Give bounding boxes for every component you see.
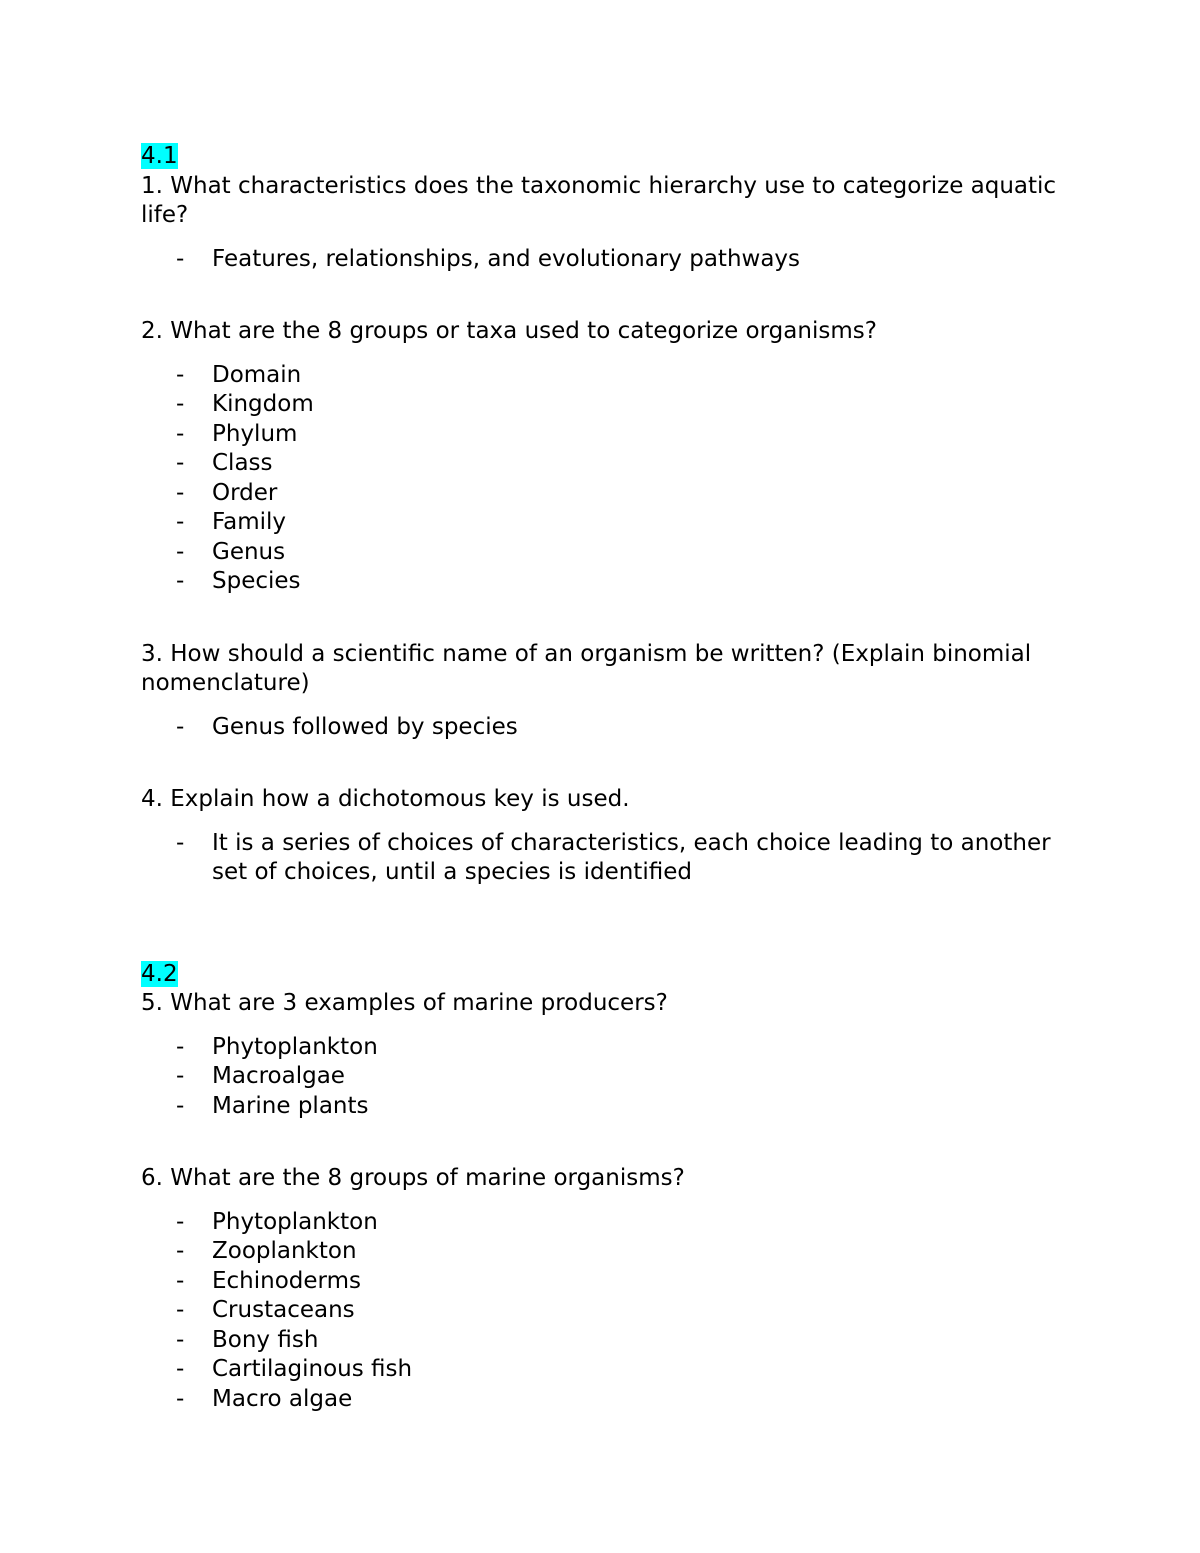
question-text: 2. What are the 8 groups or taxa used to categorize organisms? [141,318,877,344]
answer-item: - Phytoplankton [141,1208,1060,1238]
answer-item: - Genus followed by species [141,713,1060,743]
answer-list [141,829,1060,888]
dash-bullet: - [176,1238,185,1264]
question-4 [141,785,1060,888]
question-1 [141,172,1060,275]
section-4-2 [141,960,1060,1415]
answer-item: - Phylum [141,420,1060,450]
answer-item: - Crustaceans [141,1296,1060,1326]
answer-item: - Marine plants [141,1092,1060,1122]
question-text: 5. What are 3 examples of marine producers? [141,990,668,1016]
dash-bullet: - [176,361,185,388]
dash-bullet: - [176,1063,185,1089]
answer-item: - Genus [141,538,1060,568]
answer-item: - It is a series of choices of characteristics, each choice leading to another set of choices, until a species is identified [176,829,1051,885]
answer-item: - Kingdom [141,390,1060,420]
dash-bullet: - [176,391,185,417]
section-label: 4.2 [141,960,178,987]
answer-item: - Class [141,449,1060,479]
answer-item: - Family [141,508,1060,538]
dash-bullet: - [176,829,185,856]
question-text: 6. What are the 8 groups of marine organisms? [141,1165,685,1191]
section-label: 4.1 [141,143,178,169]
dash-bullet: - [176,245,185,272]
answer-item: - Bony fish [141,1326,1060,1356]
dash-bullet: - [176,538,185,565]
question-3 [141,640,1060,743]
dash-bullet: - [176,1385,185,1412]
question-6 [141,1164,1060,1414]
dash-bullet: - [176,713,185,740]
answer-list [141,361,1060,597]
dash-bullet: - [176,568,185,594]
dash-bullet: - [176,509,185,535]
question-5 [141,989,1060,1121]
answer-item: - Species [141,567,1060,597]
answer-item: - Features, relationships, and evolutionary pathways [141,245,1060,275]
dash-bullet: - [176,1208,185,1235]
question-2 [141,317,1060,597]
answer-list [141,1208,1060,1415]
answer-item: - Zooplankton [141,1237,1060,1267]
answer-item: - Cartilaginous fish [141,1355,1060,1385]
answer-item: - Phytoplankton [141,1033,1060,1063]
answer-item: - Order [141,479,1060,509]
question-text: 3. How should a scientific name of an organism be written? (Explain binomial nomenclature) [141,640,1032,696]
dash-bullet: - [176,1033,185,1060]
answer-list [141,1033,1060,1122]
dash-bullet: - [176,479,185,506]
answer-list [141,245,1060,275]
dash-bullet: - [176,1092,185,1119]
dash-bullet: - [176,420,185,447]
question-text: 1. What characteristics does the taxonomic hierarchy use to categorize aquatic life? [141,172,1057,228]
answer-list [141,713,1060,743]
answer-item: - Macroalgae [141,1062,1060,1092]
dash-bullet: - [176,1326,185,1353]
question-text: 4. Explain how a dichotomous key is used. [141,786,630,812]
answer-item: - Macro algae [141,1385,1060,1415]
dash-bullet: - [176,1267,185,1294]
section-4-1 [141,142,1060,888]
dash-bullet: - [176,1297,185,1323]
dash-bullet: - [176,450,185,476]
answer-item: - Echinoderms [141,1267,1060,1297]
answer-item: - Domain [141,361,1060,391]
dash-bullet: - [176,1356,185,1382]
